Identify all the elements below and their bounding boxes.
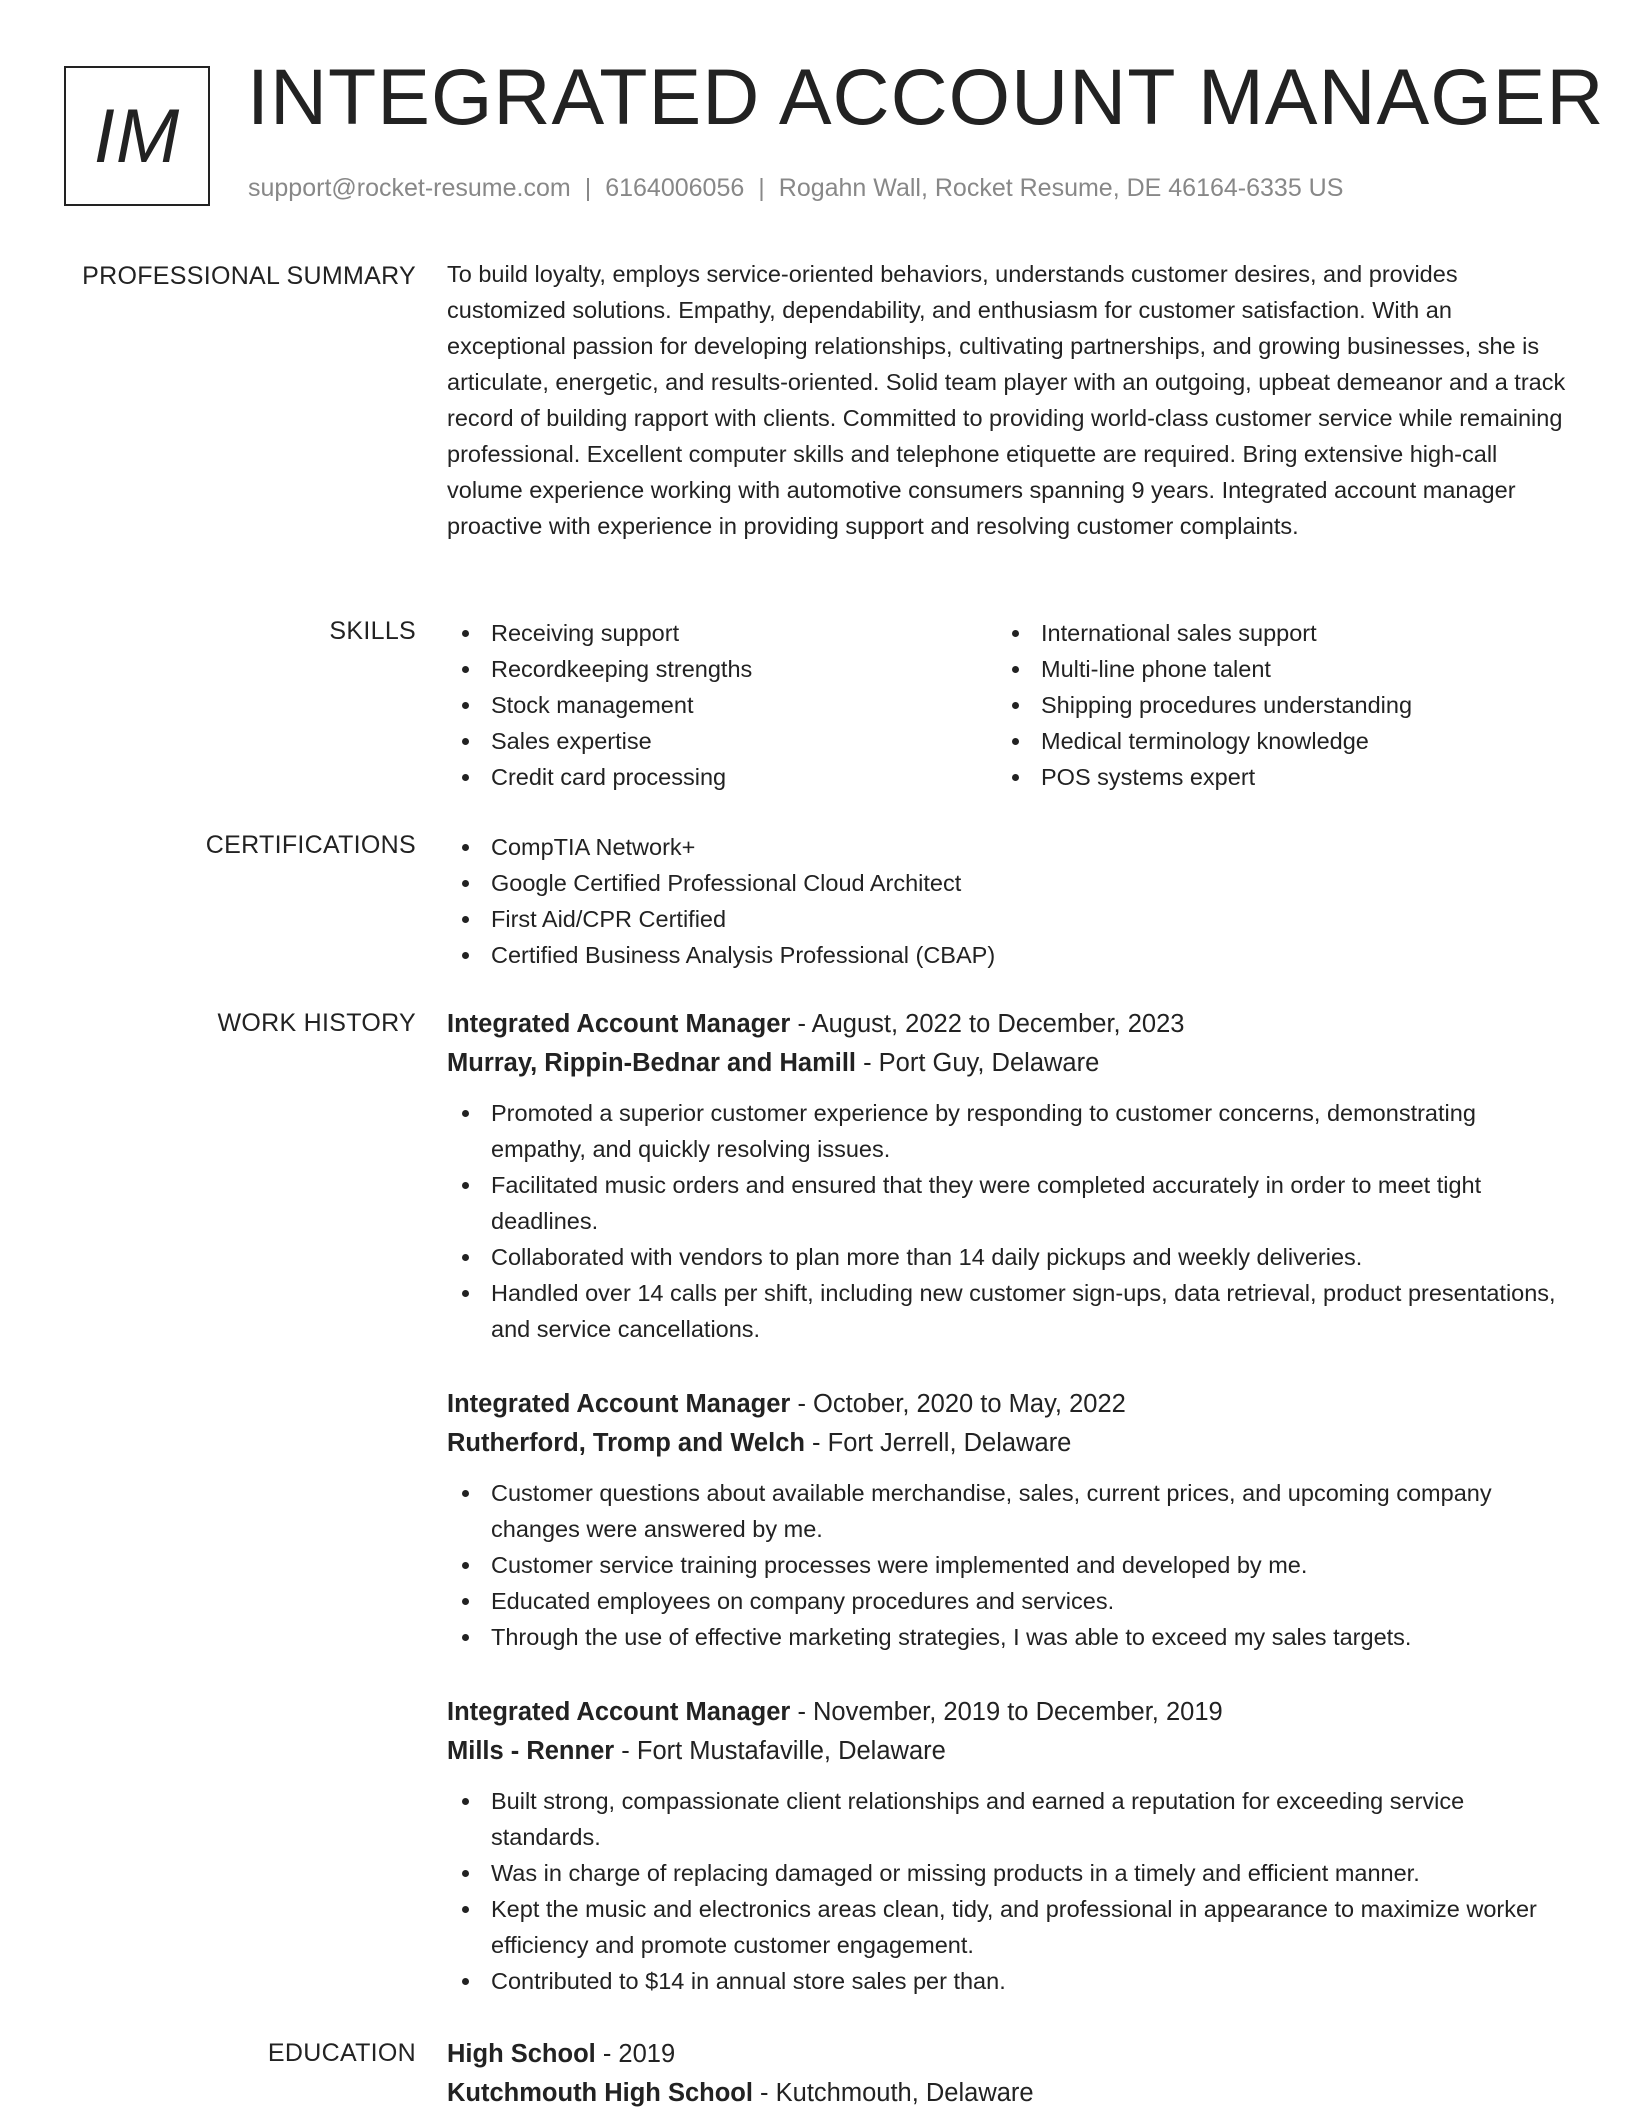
job-entry (447, 1693, 1567, 1999)
list-item: Kept the music and electronics areas clean, tidy, and professional in appearance to maximize worker efficiency and promote customer engagement. (447, 1891, 1567, 1963)
list-item: Multi-line phone talent (997, 651, 1547, 687)
list-item: Recordkeeping strengths (447, 651, 997, 687)
section-label-skills: SKILLS (329, 617, 416, 645)
job-title: Integrated Account Manager (447, 1698, 791, 1726)
list-item: Contributed to $14 in annual store sales per than. (447, 1963, 1567, 1999)
education-degree-line (447, 2035, 1567, 2074)
section-label-work-history: WORK HISTORY (217, 1009, 416, 1037)
list-item: POS systems expert (997, 759, 1547, 795)
job-location: - Fort Jerrell, Delaware (804, 1429, 1072, 1457)
education-entry (447, 2035, 1567, 2113)
job-company: Murray, Rippin-Bednar and Hamill (447, 1049, 856, 1077)
job-title-line (447, 1693, 1567, 1732)
skills-columns (447, 615, 1567, 795)
job-title-line (447, 1385, 1567, 1424)
job-company-line (447, 1732, 1567, 1771)
list-item: Facilitated music orders and ensured that they were completed accurately in order to meet tight deadlines. (447, 1167, 1567, 1239)
job-title: Integrated Account Manager (447, 1390, 791, 1418)
list-item: Promoted a superior customer experience by responding to customer concerns, demonstrating empathy, and quickly resolving issues. (447, 1095, 1567, 1167)
job-company-line (447, 1044, 1567, 1083)
job-company-line (447, 1424, 1567, 1463)
list-item: Was in charge of replacing damaged or missing products in a timely and efficient manner. (447, 1855, 1567, 1891)
list-item: Medical terminology knowledge (997, 723, 1547, 759)
monogram-initials: IM (93, 93, 181, 179)
job-title-line (447, 1005, 1567, 1044)
job-bullets (447, 1095, 1567, 1347)
job-dates: - August, 2022 to December, 2023 (790, 1010, 1185, 1038)
section-label-summary: PROFESSIONAL SUMMARY (82, 262, 416, 290)
job-entry (447, 1005, 1567, 1347)
job-location: - Port Guy, Delaware (856, 1049, 1100, 1077)
list-item: Certified Business Analysis Professional (CBAP) (447, 937, 1567, 973)
list-item: First Aid/CPR Certified (447, 901, 1567, 937)
list-item: Customer service training processes were implemented and developed by me. (447, 1547, 1567, 1583)
contact-email[interactable]: support@rocket-resume.com (248, 174, 571, 202)
job-location: - Fort Mustafaville, Delaware (614, 1737, 946, 1765)
list-item: Handled over 14 calls per shift, including new customer sign-ups, data retrieval, product presentations, and service cancellations. (447, 1275, 1567, 1347)
education-year: - 2019 (595, 2040, 676, 2068)
list-item: Google Certified Professional Cloud Architect (447, 865, 1567, 901)
summary-text: To build loyalty, employs service-oriented behaviors, understands customer desires, and provides customized solutions. Empathy, dependability, and enthusiasm for customer satisfaction. With an exceptional passion for developing relationships, cultivating partnerships, and growing businesses, she is articulate, energetic, and results-oriented. Solid team player with an outgoing, upbeat demeanor and a track record of building rapport with clients. Committed to providing world-class customer service while remaining professional. Excellent computer skills and telephone etiquette are required. Bring extensive high-call volume experience working with automotive consumers spanning 9 years. Integrated account manager proactive with experience in providing support and resolving customer complaints. (447, 261, 1566, 539)
skills-list-right (997, 615, 1547, 795)
job-title: Integrated Account Manager (447, 1010, 791, 1038)
list-item: Credit card processing (447, 759, 997, 795)
job-dates: - November, 2019 to December, 2019 (790, 1698, 1223, 1726)
section-label-certifications: CERTIFICATIONS (205, 831, 416, 859)
list-item: Shipping procedures understanding (997, 687, 1547, 723)
list-item: Collaborated with vendors to plan more than 14 daily pickups and weekly deliveries. (447, 1239, 1567, 1275)
job-bullets (447, 1783, 1567, 1999)
list-item: Educated employees on company procedures and services. (447, 1583, 1567, 1619)
education-location: - Kutchmouth, Delaware (752, 2079, 1034, 2107)
contact-address: Rogahn Wall, Rocket Resume, DE 46164-6335 US (778, 174, 1344, 202)
job-entry (447, 1385, 1567, 1655)
certifications-content (447, 829, 1567, 973)
education-school-line (447, 2074, 1567, 2113)
list-item: CompTIA Network+ (447, 829, 1567, 865)
contact-phone[interactable]: 6164006056 (605, 174, 745, 202)
list-item: Receiving support (447, 615, 997, 651)
separator: | (758, 174, 765, 202)
education-school: Kutchmouth High School (447, 2079, 753, 2107)
list-item: International sales support (997, 615, 1547, 651)
skills-list-left (447, 615, 997, 795)
section-label-education: EDUCATION (267, 2039, 416, 2067)
monogram-box (64, 66, 210, 206)
list-item: Sales expertise (447, 723, 997, 759)
list-item: Customer questions about available merchandise, sales, current prices, and upcoming company changes were answered by me. (447, 1475, 1567, 1547)
job-dates: - October, 2020 to May, 2022 (790, 1390, 1126, 1418)
job-company: Mills - Renner (447, 1737, 615, 1765)
list-item: Through the use of effective marketing strategies, I was able to exceed my sales targets. (447, 1619, 1567, 1655)
education-degree: High School (447, 2040, 596, 2068)
separator: | (584, 174, 592, 202)
resume-title: INTEGRATED ACCOUNT MANAGER (247, 52, 1605, 141)
job-company: Rutherford, Tromp and Welch (447, 1429, 805, 1457)
contact-line (248, 174, 1343, 203)
certifications-list (447, 829, 1567, 973)
job-bullets (447, 1475, 1567, 1655)
list-item: Built strong, compassionate client relationships and earned a reputation for exceeding service standards. (447, 1783, 1567, 1855)
list-item: Stock management (447, 687, 997, 723)
